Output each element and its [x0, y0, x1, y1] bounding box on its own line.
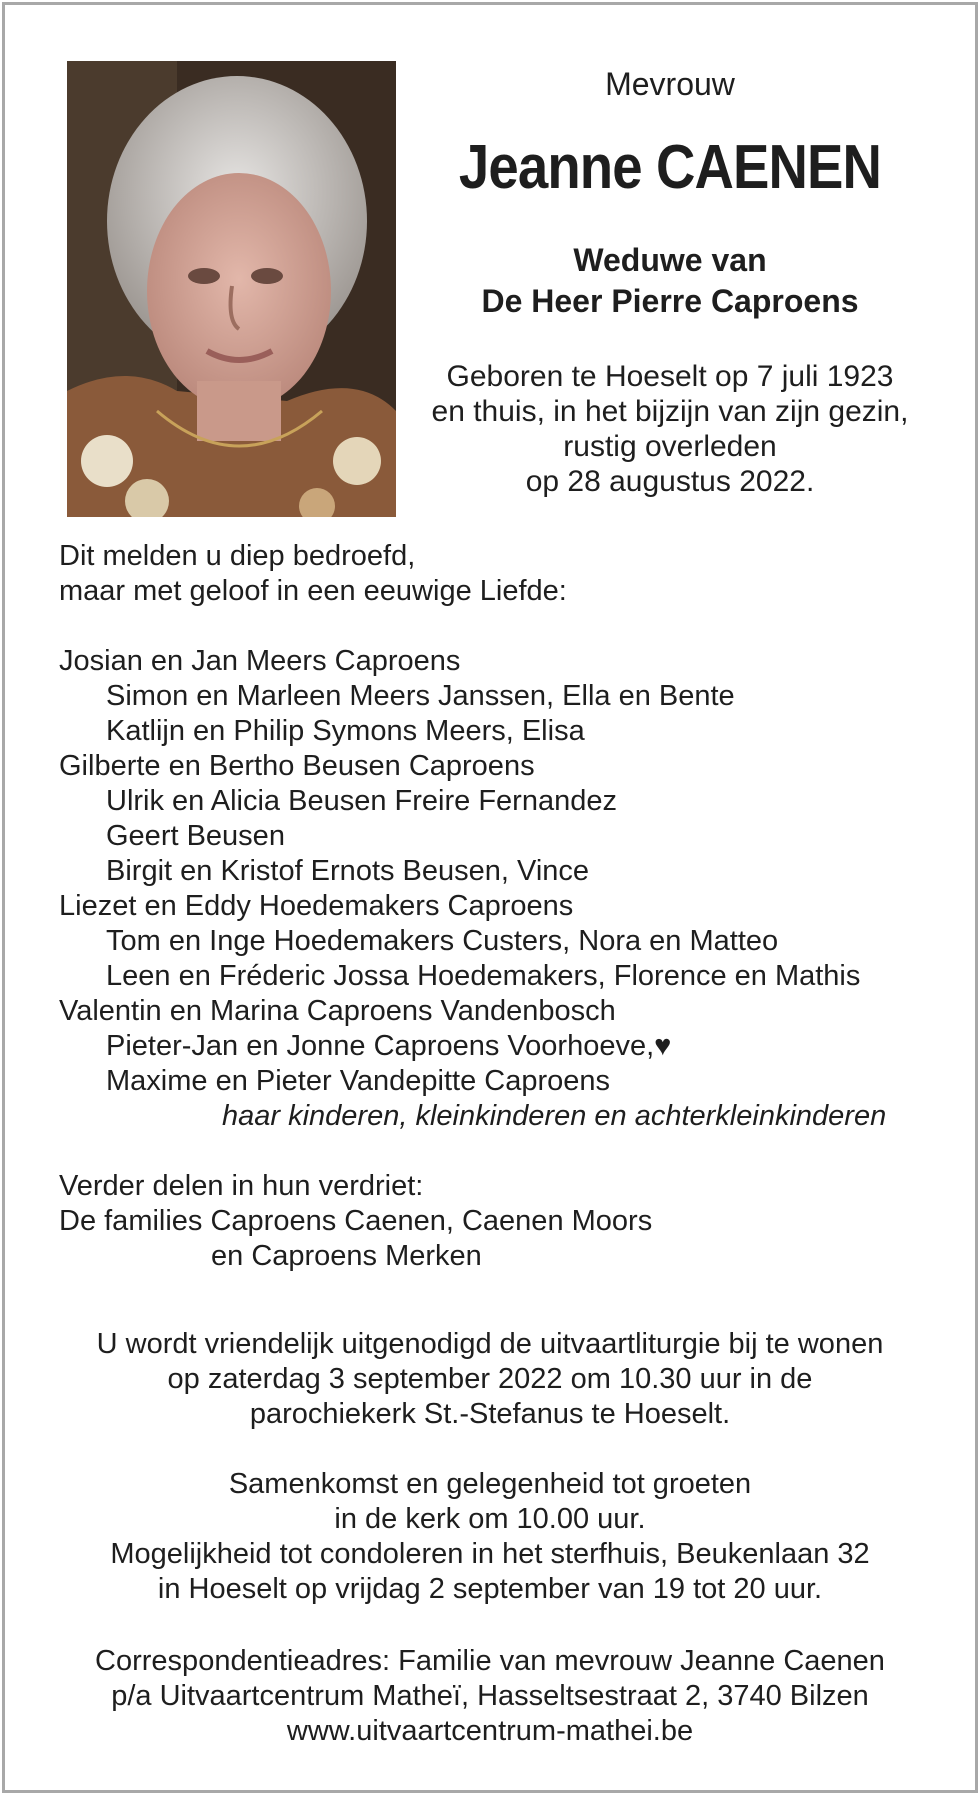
gathering-info	[10, 1467, 970, 1607]
funeral-info	[10, 1327, 970, 1432]
salutation: Mevrouw	[605, 66, 735, 102]
funeral-line: parochiekerk St.-Stefanus te Hoeselt.	[249, 1398, 731, 1430]
correspondence-line: Correspondentieadres: Familie van mevrouw Jeanne Caenen	[95, 1645, 885, 1677]
birth-death-info	[420, 359, 920, 499]
correspondence-info	[10, 1644, 970, 1749]
family-line: Gilberte en Bertho Beusen Caproens	[59, 750, 535, 782]
family-line: Ulrik en Alicia Beusen Freire Fernandez	[106, 785, 617, 817]
birth-line: op 28 augustus 2022.	[525, 465, 815, 498]
spouse-name: De Heer Pierre Caproens	[481, 283, 859, 319]
family-line: Katlijn en Philip Symons Meers, Elisa	[106, 715, 585, 747]
gathering-line: Samenkomst en gelegenheid tot groeten	[228, 1468, 752, 1500]
correspondence-line: p/a Uitvaartcentrum Matheï, Hasseltsestraat 2, 3740 Bilzen	[111, 1680, 869, 1712]
birth-line: rustig overleden	[563, 430, 777, 463]
family-line: Josian en Jan Meers Caproens	[59, 645, 461, 677]
family-caption: haar kinderen, kleinkinderen en achterkleinkinderen	[222, 1100, 887, 1132]
portrait-photo	[67, 61, 396, 517]
family-line: Pieter-Jan en Jonne Caproens Voorhoeve,♥	[106, 1030, 672, 1062]
family-line: Simon en Marleen Meers Janssen, Ella en Bente	[106, 680, 735, 712]
gathering-line: Mogelijkheid tot condoleren in het sterfhuis, Beukenlaan 32	[110, 1538, 870, 1570]
sharing-line: Verder delen in hun verdriet:	[59, 1170, 424, 1202]
gathering-line: in de kerk om 10.00 uur.	[334, 1503, 646, 1535]
birth-line: Geboren te Hoeselt op 7 juli 1923	[446, 360, 894, 393]
family-line: Valentin en Marina Caproens Vandenbosch	[59, 995, 616, 1027]
funeral-line: U wordt vriendelijk uitgenodigd de uitvaartliturgie bij te wonen	[96, 1328, 884, 1360]
intro-line: Dit melden u diep bedroefd,	[59, 540, 416, 572]
family-line: Leen en Fréderic Jossa Hoedemakers, Florence en Mathis	[106, 960, 861, 992]
family-line: Birgit en Kristof Ernots Beusen, Vince	[106, 855, 590, 887]
family-line: Liezet en Eddy Hoedemakers Caproens	[59, 890, 574, 922]
sharing-line: en Caproens Merken	[211, 1240, 482, 1272]
deceased-name: Jeanne CAENEN	[458, 133, 882, 202]
family-line: Geert Beusen	[106, 820, 285, 852]
widow-line: Weduwe van	[573, 242, 767, 278]
birth-line: en thuis, in het bijzijn van zijn gezin,	[431, 395, 909, 428]
widow-of	[420, 240, 920, 322]
family-section	[59, 539, 886, 1274]
family-line: Maxime en Pieter Vandepitte Caproens	[106, 1065, 611, 1097]
gathering-line: in Hoeselt op vrijdag 2 september van 19 tot 20 uur.	[157, 1573, 823, 1605]
website-link[interactable]: www.uitvaartcentrum-mathei.be	[286, 1715, 694, 1747]
family-line: Tom en Inge Hoedemakers Custers, Nora en Matteo	[106, 925, 779, 957]
funeral-line: op zaterdag 3 september 2022 om 10.30 uur in de	[167, 1363, 813, 1395]
sharing-line: De families Caproens Caenen, Caenen Moors	[59, 1205, 653, 1237]
intro-line: maar met geloof in een eeuwige Liefde:	[59, 575, 567, 607]
